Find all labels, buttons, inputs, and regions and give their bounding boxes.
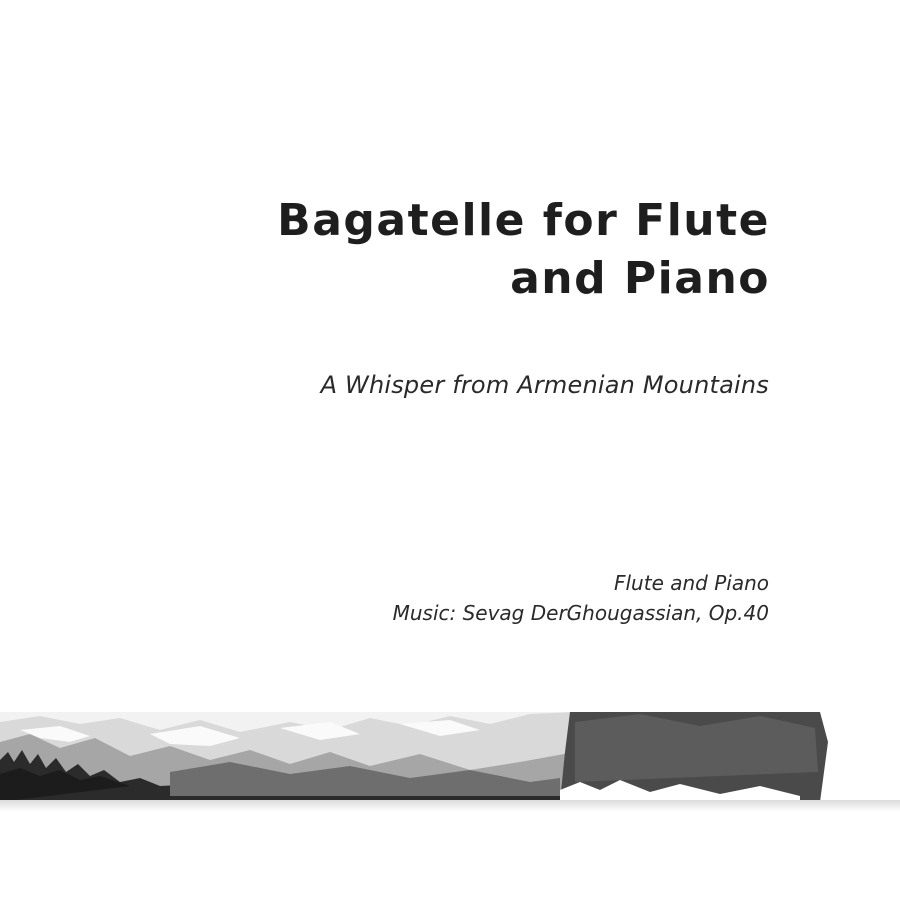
page-shadow bbox=[0, 800, 900, 812]
instrumentation-text: Flute and Piano bbox=[613, 571, 769, 595]
page-subtitle: A Whisper from Armenian Mountains bbox=[320, 371, 769, 399]
composer-credit-text: Music: Sevag DerGhougassian, Op.40 bbox=[392, 601, 769, 625]
credits-block bbox=[129, 568, 769, 628]
title-line-1: Bagatelle for Flute bbox=[277, 195, 770, 246]
mountain-landscape-icon bbox=[0, 712, 900, 812]
title-line-2: and Piano bbox=[510, 253, 770, 304]
page-title bbox=[130, 192, 770, 308]
